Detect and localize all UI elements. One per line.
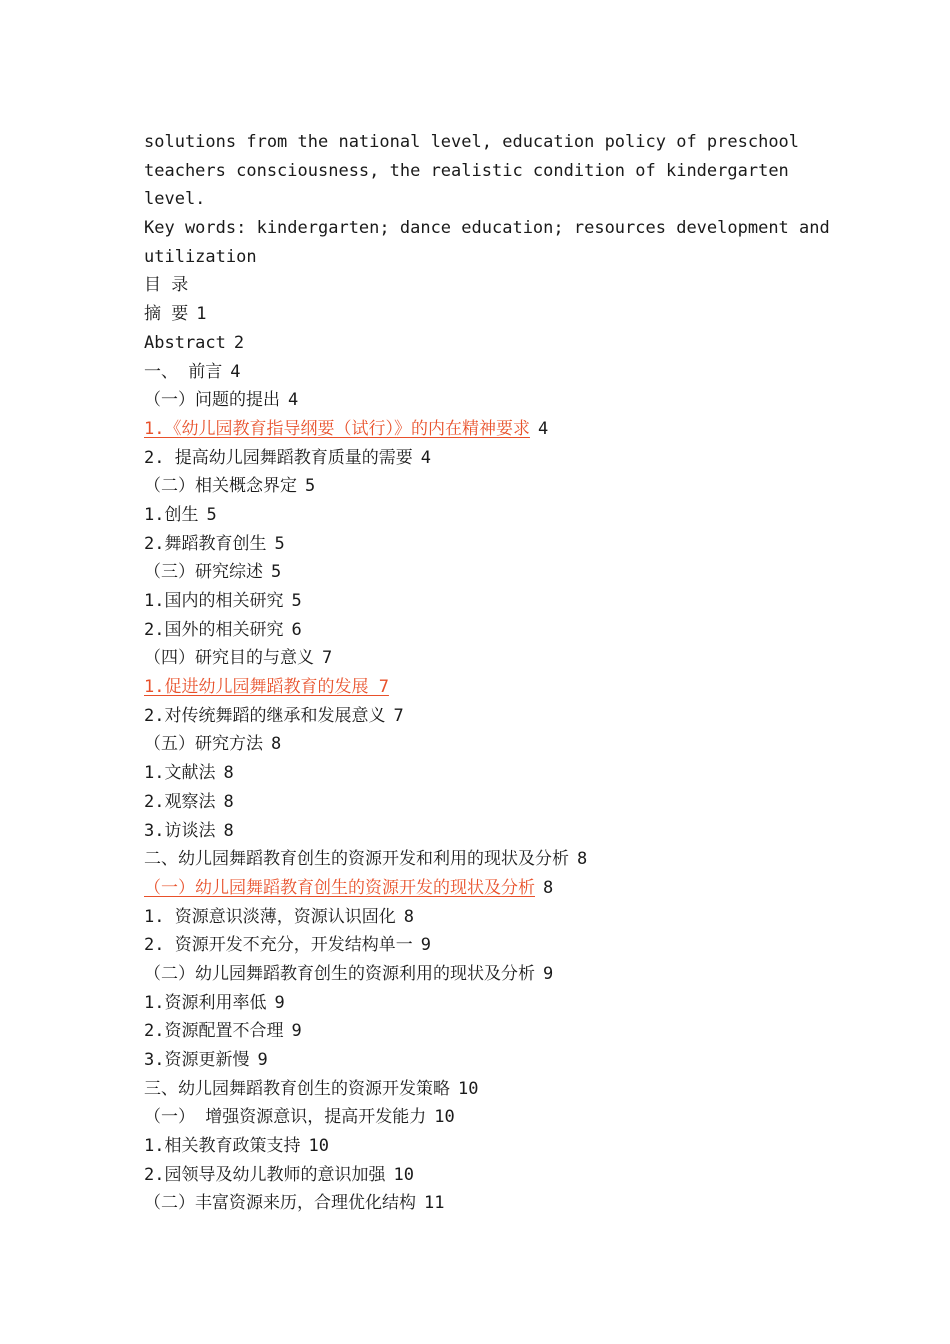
toc-entry-link[interactable]: 1.《幼儿园教育指导纲要（试行）》的内在精神要求 xyxy=(144,418,530,439)
toc-page-number: 10 xyxy=(308,1136,329,1157)
toc-entry-text: 2.园领导及幼儿教师的意识加强 xyxy=(144,1164,386,1185)
toc-entry xyxy=(144,1189,804,1218)
toc-page-number: 4 xyxy=(537,418,549,439)
toc-entry-text: 1.创生 xyxy=(144,504,199,525)
toc-page-number: 8 xyxy=(223,791,234,812)
toc-entry xyxy=(144,817,804,846)
toc-page-number: 5 xyxy=(274,533,285,554)
toc-entry-text: 2.观察法 xyxy=(144,791,216,812)
toc-entry xyxy=(144,1161,804,1190)
abstract-line-2: teachers consciousness, the realistic condition of kindergarten xyxy=(144,160,789,181)
toc-entry xyxy=(144,931,804,960)
toc-page-number: 10 xyxy=(434,1107,455,1128)
toc-entry-text: （二）相关概念界定 xyxy=(144,476,297,497)
toc-entry-text: 1.资源利用率低 xyxy=(144,992,267,1013)
toc-entry xyxy=(144,702,804,731)
toc-entry-text: 1. 资源意识淡薄，资源认识固化 xyxy=(144,906,396,927)
toc-entry-text: 3.访谈法 xyxy=(144,820,216,841)
toc-page-number: 10 xyxy=(393,1164,414,1185)
keywords-line-2: utilization xyxy=(144,246,257,267)
toc-page-number: 8 xyxy=(577,849,588,870)
toc-entry xyxy=(144,472,804,501)
toc-entry xyxy=(144,759,804,788)
toc-entry xyxy=(144,989,804,1018)
toc-entry-text: （一） 增强资源意识，提高开发能力 xyxy=(144,1107,427,1128)
toc-entry xyxy=(144,960,804,989)
toc-page-number: 8 xyxy=(223,820,234,841)
toc-entry xyxy=(144,1046,804,1075)
toc-page-number: 6 xyxy=(291,619,302,640)
toc-page-number: 1 xyxy=(196,304,207,325)
toc-entry-text: 三、幼儿园舞蹈教育创生的资源开发策略 xyxy=(144,1078,450,1099)
toc-entry xyxy=(144,329,804,358)
toc-heading: 目 录 xyxy=(144,275,189,296)
toc-page-number: 7 xyxy=(393,705,404,726)
toc-page-number: 9 xyxy=(274,992,285,1013)
toc-entry xyxy=(144,1075,804,1104)
toc-entry xyxy=(144,1017,804,1046)
document-page xyxy=(144,128,830,1218)
toc-page-number: 9 xyxy=(543,963,554,984)
toc-entry-text: 2. 提高幼儿园舞蹈教育质量的需要 xyxy=(144,447,413,468)
toc-entry-link[interactable]: 1.促进幼儿园舞蹈教育的发展 7 xyxy=(144,677,389,698)
abstract-line-3: level. xyxy=(144,189,206,210)
toc-page-number: 8 xyxy=(271,734,282,755)
toc-entry xyxy=(144,1132,804,1161)
toc-entry xyxy=(144,530,804,559)
toc-page-number: 5 xyxy=(206,504,217,525)
toc-page-number: 4 xyxy=(288,390,299,411)
toc-entry-text: 2. 资源开发不充分，开发结构单一 xyxy=(144,935,413,956)
toc-page-number: 8 xyxy=(543,877,554,898)
toc-page-number: 2 xyxy=(233,332,245,353)
toc-page-number: 8 xyxy=(403,906,414,927)
toc-page-number: 8 xyxy=(223,763,234,784)
toc-entry-text: 2.国外的相关研究 xyxy=(144,619,284,640)
toc-entry xyxy=(144,788,804,817)
toc-page-number: 5 xyxy=(291,591,302,611)
toc-list xyxy=(144,300,804,1218)
toc-entry-text: 2.资源配置不合理 xyxy=(144,1021,284,1042)
toc-page-number: 11 xyxy=(424,1193,445,1214)
toc-entry xyxy=(144,558,804,587)
toc-entry xyxy=(144,1103,804,1132)
toc-entry-text: （一）问题的提出 xyxy=(144,390,280,411)
toc-page-number: 4 xyxy=(420,447,431,468)
toc-entry-text: Abstract xyxy=(144,332,226,353)
toc-entry xyxy=(144,644,804,673)
toc-entry-text: （二）丰富资源来历，合理优化结构 xyxy=(144,1193,416,1214)
toc-entry-link[interactable]: （一）幼儿园舞蹈教育创生的资源开发的现状及分析 xyxy=(144,877,535,898)
toc-entry xyxy=(144,845,804,874)
toc-entry-text: 1.国内的相关研究 xyxy=(144,591,284,611)
toc-page-number: 9 xyxy=(291,1021,302,1042)
toc-entry-text: 2.对传统舞蹈的继承和发展意义 xyxy=(144,705,386,726)
toc-entry[interactable] xyxy=(144,673,804,702)
toc-entry xyxy=(144,386,804,415)
toc-entry xyxy=(144,444,804,473)
toc-entry-text: （三）研究综述 xyxy=(144,562,263,583)
toc-entry xyxy=(144,903,804,932)
toc-entry-text: 1.相关教育政策支持 xyxy=(144,1136,301,1157)
toc-entry-text: 3.资源更新慢 xyxy=(144,1050,250,1070)
toc-entry-text: 摘 要 xyxy=(144,304,189,325)
abstract-line-1: solutions from the national level, education policy of preschool xyxy=(144,132,800,152)
toc-page-number: 7 xyxy=(322,648,333,669)
toc-entry[interactable] xyxy=(144,874,804,903)
toc-page-number: 4 xyxy=(230,361,241,382)
toc-entry-text: （二）幼儿园舞蹈教育创生的资源利用的现状及分析 xyxy=(144,963,535,984)
toc-entry xyxy=(144,730,804,759)
toc-page-number: 9 xyxy=(257,1050,268,1070)
toc-entry-text: 一、 前言 xyxy=(144,361,223,382)
toc-entry-text: 2.舞蹈教育创生 xyxy=(144,533,267,554)
toc-entry xyxy=(144,300,804,329)
toc-entry-text: （五）研究方法 xyxy=(144,734,263,755)
toc-entry xyxy=(144,358,804,387)
toc-entry-text: 1.文献法 xyxy=(144,763,216,784)
toc-page-number: 5 xyxy=(305,476,316,497)
toc-entry[interactable] xyxy=(144,415,804,444)
toc-page-number: 5 xyxy=(271,562,282,583)
toc-page-number: 9 xyxy=(420,935,431,956)
toc-entry xyxy=(144,501,804,530)
toc-entry xyxy=(144,616,804,645)
toc-entry-text: （四）研究目的与意义 xyxy=(144,648,314,669)
toc-entry-text: 二、幼儿园舞蹈教育创生的资源开发和利用的现状及分析 xyxy=(144,849,569,870)
keywords-line-1: Key words: kindergarten; dance education; resources development and xyxy=(144,218,830,239)
toc-page-number: 10 xyxy=(458,1078,479,1099)
toc-entry xyxy=(144,587,804,616)
